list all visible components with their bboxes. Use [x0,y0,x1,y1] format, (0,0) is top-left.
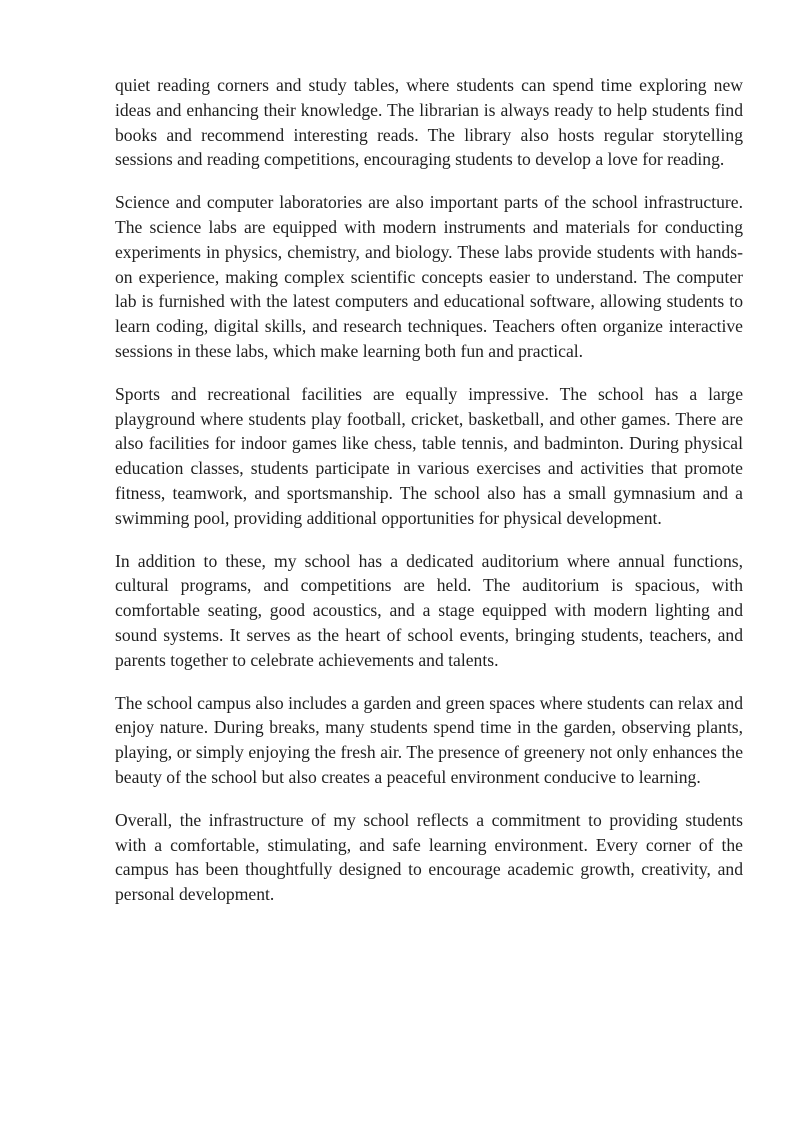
document-body [115,73,743,925]
paragraph-auditorium: In addition to these, my school has a dedicated auditorium where annual functions, cultural programs, and competitions are held. The auditorium is spacious, with comfortable seating, good acoustics, and a stage equipped with modern lighting and sound systems. It serves as the heart of school events, bringing students, teachers, and parents together to celebrate achievements and talents. [115,550,743,670]
paragraph-library: quiet reading corners and study tables, where students can spend time exploring new ideas and enhancing their knowledge. The librarian is always ready to help students find books and recommend interesting reads. The library also hosts regular storytelling sessions and reading competitions, encouraging students to develop a love for reading. [115,75,743,170]
paragraph-garden: The school campus also includes a garden and green spaces where students can relax and enjoy nature. During breaks, many students spend time in the garden, observing plants, playing, or simply enjoying the fresh air. The presence of greenery not only enhances the beauty of the school but also creates a peaceful environment conducive to learning. [115,692,743,787]
paragraph-sports: Sports and recreational facilities are equally impressive. The school has a large playground where students play football, cricket, basketball, and other games. There are also facilities for indoor games like chess, table tennis, and badminton. During physical education classes, students participate in various exercises and activities that promote fitness, teamwork, and sportsmanship. The school also has a small gymnasium and a swimming pool, providing additional opportunities for physical development. [115,383,743,528]
paragraph-laboratories: Science and computer laboratories are also important parts of the school infrastructure. The science labs are equipped with modern instruments and materials for conducting experiments in physics, chemistry, and biology. These labs provide students with hands-on experience, making complex scientific concepts easier to understand. The computer lab is furnished with the latest computers and educational software, allowing students to learn coding, digital skills, and research techniques. Teachers often organize interactive sessions in these labs, which make learning both fun and practical. [115,192,743,361]
paragraph-conclusion: Overall, the infrastructure of my school reflects a commitment to providing students with a comfortable, stimulating, and safe learning environment. Every corner of the campus has been thoughtfully designed to encourage academic growth, creativity, and personal development. [115,809,743,905]
